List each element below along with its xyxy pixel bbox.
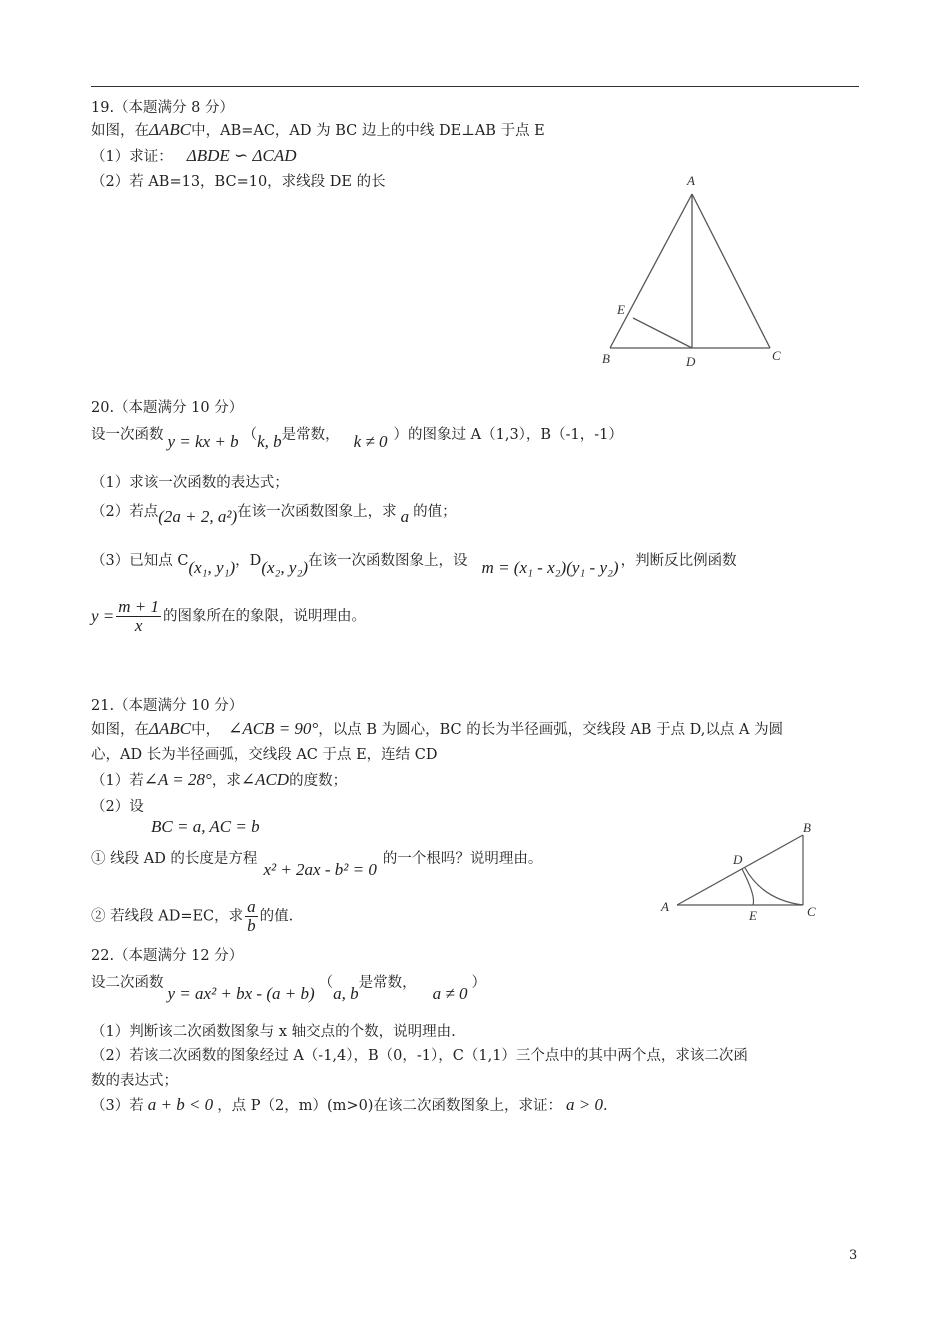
q21-subpart1-math: x² + 2ax - b² = 0: [263, 860, 377, 879]
q20-part2-math2: a: [400, 507, 410, 526]
q21-intro-math1: ΔABC: [149, 719, 192, 738]
header-rule: [91, 86, 859, 87]
q21-part2-math: BC = a, AC = b: [151, 817, 260, 836]
q20-title: 20.（本题满分 10 分）: [91, 400, 244, 416]
q21-intro-post: ，以点 B 为圆心，BC 的长为半径画弧，交线段 AB 于点 D,以点 A 为圆: [318, 722, 784, 738]
q20-intro-pre: 设一次函数: [91, 427, 164, 443]
q21-part1-math1: ∠A = 28°: [143, 770, 212, 789]
q19-label-a: A: [687, 173, 695, 188]
q22-intro: [91, 972, 486, 1003]
q21-ratio-fraction: [245, 898, 258, 935]
q20-intro-mid1: （: [242, 427, 258, 443]
q22-part2-line2: 数的表达式；: [91, 1073, 178, 1089]
page-number: 3: [849, 1248, 858, 1263]
q21-subpart2: [91, 898, 293, 935]
q22-intro-math2: a, b: [333, 984, 359, 1003]
q19-label-c: C: [772, 348, 781, 363]
q22-part3-mid: ，点 P（2，m）(m>0)在该二次函数图象上，求证：: [217, 1098, 562, 1114]
q20-intro: [91, 424, 623, 451]
q21-label-b: B: [803, 820, 811, 835]
q20-part3-math2: (x₂, y₂): [261, 558, 309, 577]
q21-subpart1-pre: ① 线段 AD 的长度是方程: [91, 851, 258, 867]
q22-part2-line1: （2）若该二次函数的图象经过 A（-1,4），B（0，-1），C（1,1）三个点中的其中两个点，求该二次函: [91, 1048, 748, 1064]
q21-part1-pre: （1）若: [91, 773, 144, 789]
q22-intro-math1: y = ax² + bx - (a + b): [167, 984, 315, 1003]
q19-triangle-figure: [596, 170, 796, 370]
q21-subpart1-post: 的一个根吗？说明理由。: [382, 851, 543, 867]
q20-part3-pre: （3）已知点 C: [91, 553, 189, 569]
q21-subpart2-post: 的值.: [259, 908, 294, 925]
q20-intro-post: ）的图象过 A（1,3），B（-1，-1）: [393, 427, 623, 443]
q22-title: 22.（本题满分 12 分）: [91, 948, 244, 964]
q20-part3: [91, 550, 737, 577]
q22-intro-math3: a ≠ 0: [432, 984, 468, 1003]
q20-intro-mid2: 是常数，: [281, 427, 340, 443]
q21-intro-mid: 中，: [191, 722, 221, 738]
q19-label-e: E: [617, 302, 625, 317]
q22-part3: [91, 1095, 608, 1116]
q20-inverse-fraction: [116, 598, 161, 635]
q20-part2-pre: （2）若点: [91, 504, 159, 520]
q19-part1-pre: （1）求证：: [91, 149, 173, 165]
q20-part3-math3: m = (x₁ - x₂)(y₁ - y₂): [481, 558, 619, 577]
q21-label-c: C: [807, 904, 816, 919]
q21-side-ab: [677, 835, 803, 905]
q21-label-e: E: [749, 908, 757, 923]
q19-label-b: B: [602, 351, 610, 366]
q20-part2-mid: 在该一次函数图象上，求: [237, 504, 397, 520]
q21-part1: [91, 770, 347, 791]
q19-intro-post: 中，AB=AC，AD 为 BC 边上的中线 DE⊥AB 于点 E: [191, 123, 545, 139]
q20-intro-math2: k, b: [257, 432, 282, 451]
q19-side-ab: [610, 194, 692, 348]
q19-intro-pre: 如图，在: [91, 123, 149, 139]
q22-part3-post: .: [602, 1098, 608, 1114]
q21-part1-post: 的度数；: [289, 773, 348, 789]
q19-label-d: D: [686, 354, 696, 369]
q22-intro-mid2: 是常数，: [358, 975, 417, 991]
q21-intro-math2: ∠ACB = 90°: [228, 719, 319, 738]
q20-intro-math3: k ≠ 0: [353, 432, 388, 451]
q20-part3-mid2: 在该一次函数图象上，设: [308, 553, 468, 569]
q19-segment-de: [633, 318, 692, 348]
q19-intro: [91, 120, 545, 141]
q20-fraction-denominator: x: [134, 616, 143, 635]
q20-part3-post: ，判断反比例函数: [620, 553, 737, 569]
q22-part3-math1: a + b < 0: [147, 1095, 214, 1114]
q21-intro-pre: 如图，在: [91, 722, 149, 738]
q20-part3-continued-post: 的图象所在的象限，说明理由。: [163, 608, 367, 625]
q20-part3-math1: (x₁, y₁): [188, 558, 236, 577]
q21-part2-pre: （2）设: [91, 799, 144, 815]
q22-intro-mid1: （: [318, 975, 334, 991]
q20-part3-mid1: ，D: [235, 553, 262, 569]
q21-arc-a: [742, 869, 754, 905]
q21-intro: [91, 719, 783, 740]
q21-label-d: D: [733, 852, 743, 867]
q20-part2: [91, 501, 457, 526]
q21-intro-line2: 心，AD 长为半径画弧，交线段 AC 于点 E，连结 CD: [91, 747, 438, 763]
q20-inverse-lhs: y =: [91, 606, 115, 626]
q19-title: 19.（本题满分 8 分）: [91, 100, 235, 116]
q22-part1: （1）判断该二次函数图象与 x 轴交点的个数，说明理由.: [91, 1024, 456, 1040]
q19-part2: （2）若 AB=13，BC=10，求线段 DE 的长: [91, 174, 386, 190]
q20-intro-math1: y = kx + b: [167, 432, 239, 451]
q21-part1-math2: ∠ACD: [240, 770, 290, 789]
q22-intro-post: ）: [471, 975, 486, 991]
q21-part1-mid: ，求: [211, 773, 241, 789]
q20-part2-post: 的值；: [413, 504, 457, 520]
q20-part2-math1: (2a + 2, a²): [158, 507, 238, 526]
q21-subpart1: [91, 848, 543, 879]
q21-label-a: A: [661, 899, 669, 914]
q21-ratio-numerator: a: [247, 897, 256, 916]
q19-part1-math: ΔBDE ∽ ΔCAD: [186, 146, 297, 165]
q19-side-ac: [692, 194, 770, 348]
q21-part2: [91, 797, 260, 838]
q21-subpart2-pre: ② 若线段 AD=EC，求: [91, 908, 244, 925]
q22-intro-pre: 设二次函数: [91, 975, 164, 991]
q19-intro-math: ΔABC: [149, 120, 192, 139]
q22-part3-pre: （3）若: [91, 1098, 144, 1114]
q21-ratio-denominator: b: [247, 916, 256, 935]
q19-part1: [91, 146, 296, 167]
q21-title: 21.（本题满分 10 分）: [91, 698, 244, 714]
q20-fraction-numerator: m + 1: [118, 597, 160, 616]
q20-part1: （1）求该一次函数的表达式；: [91, 475, 289, 491]
q20-part3-continued: [91, 598, 366, 635]
q21-right-triangle-figure: [655, 818, 825, 926]
q22-part3-math2: a > 0: [565, 1095, 603, 1114]
